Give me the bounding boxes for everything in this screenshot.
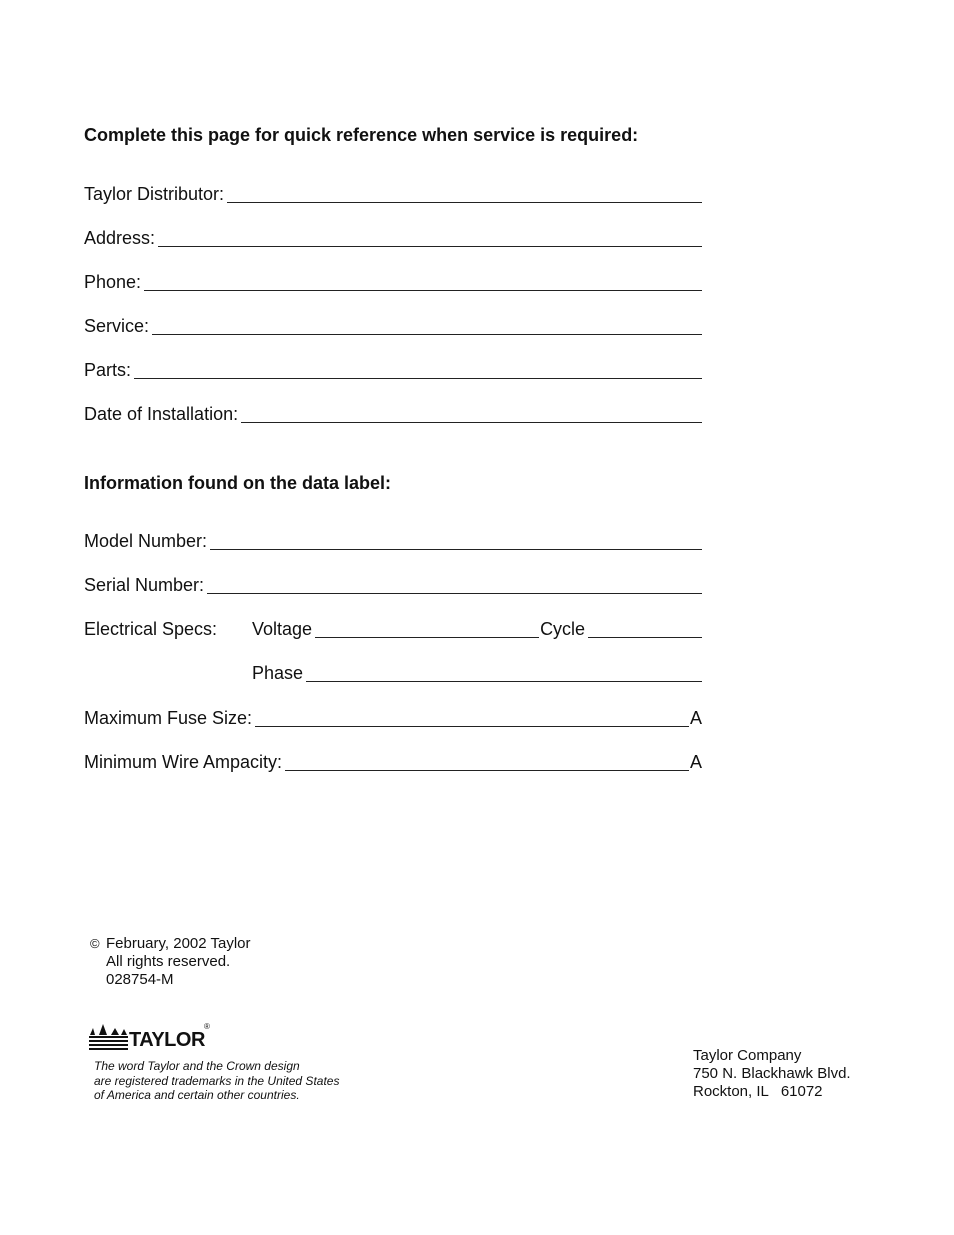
phase-blank-line[interactable] xyxy=(306,681,702,682)
blank-line[interactable] xyxy=(241,422,702,423)
electrical-specs-label: Electrical Specs: xyxy=(84,619,218,639)
field-date-of-installation[interactable] xyxy=(84,400,702,424)
amps-unit: A xyxy=(689,752,702,772)
company-name: Taylor Company xyxy=(693,1047,802,1064)
blank-line[interactable] xyxy=(255,726,689,727)
blank-line[interactable] xyxy=(285,770,689,771)
field-serial-number[interactable] xyxy=(84,571,702,595)
trademark-line-3: of America and certain other countries. xyxy=(94,1088,300,1102)
trademark-line-2: are registered trademarks in the United States xyxy=(94,1073,340,1088)
field-label: Service: xyxy=(84,316,150,336)
field-taylor-distributor[interactable] xyxy=(84,180,702,204)
blank-line[interactable] xyxy=(207,593,702,594)
field-label: Address: xyxy=(84,228,156,248)
trademark-notice xyxy=(94,1059,339,1103)
rights-reserved: All rights reserved. xyxy=(106,953,231,970)
field-label: Minimum Wire Ampacity: xyxy=(84,752,283,772)
taylor-logo xyxy=(89,1022,210,1051)
field-label: Date of Installation: xyxy=(84,404,239,424)
document-number: 028754-M xyxy=(106,971,174,988)
field-parts[interactable] xyxy=(84,356,702,380)
voltage-blank-line[interactable] xyxy=(315,637,539,638)
data-label-heading: Information found on the data label: xyxy=(84,473,391,493)
field-phase[interactable] xyxy=(252,659,702,683)
field-label: Model Number: xyxy=(84,531,208,551)
blank-line[interactable] xyxy=(210,549,702,550)
phase-label: Phase xyxy=(252,663,304,683)
amps-unit: A xyxy=(689,708,702,728)
field-label: Taylor Distributor: xyxy=(84,184,225,204)
trademark-line-1: The word Taylor and the Crown design xyxy=(94,1059,300,1073)
field-label: Serial Number: xyxy=(84,575,205,595)
field-phone[interactable] xyxy=(84,268,702,292)
blank-line[interactable] xyxy=(158,246,702,247)
cycle-blank-line[interactable] xyxy=(588,637,702,638)
blank-line[interactable] xyxy=(227,202,702,203)
taylor-wordmark: TAYLOR xyxy=(129,1029,205,1051)
service-reference-heading: Complete this page for quick reference when service is required: xyxy=(84,125,639,145)
copyright-date: February, 2002 Taylor xyxy=(106,935,251,952)
copyright-icon: © xyxy=(90,936,100,951)
copyright-line-1 xyxy=(90,935,251,953)
field-model-number[interactable] xyxy=(84,527,702,551)
field-label: Parts: xyxy=(84,360,132,380)
company-city: Rockton, IL 61072 xyxy=(693,1083,823,1100)
voltage-label: Voltage xyxy=(252,619,313,639)
field-label: Phone: xyxy=(84,272,142,292)
company-address xyxy=(693,1047,851,1101)
field-electrical-specs[interactable] xyxy=(84,615,702,639)
field-service[interactable] xyxy=(84,312,702,336)
cycle-label: Cycle xyxy=(540,619,586,639)
registered-mark: ® xyxy=(204,1022,210,1031)
field-minimum-wire-ampacity[interactable] xyxy=(84,748,702,772)
company-street: 750 N. Blackhawk Blvd. xyxy=(693,1065,851,1082)
field-maximum-fuse-size[interactable] xyxy=(84,704,702,728)
field-label: Maximum Fuse Size: xyxy=(84,708,253,728)
field-address[interactable] xyxy=(84,224,702,248)
blank-line[interactable] xyxy=(144,290,702,291)
copyright-block xyxy=(90,935,251,989)
blank-line[interactable] xyxy=(152,334,702,335)
blank-line[interactable] xyxy=(134,378,702,379)
